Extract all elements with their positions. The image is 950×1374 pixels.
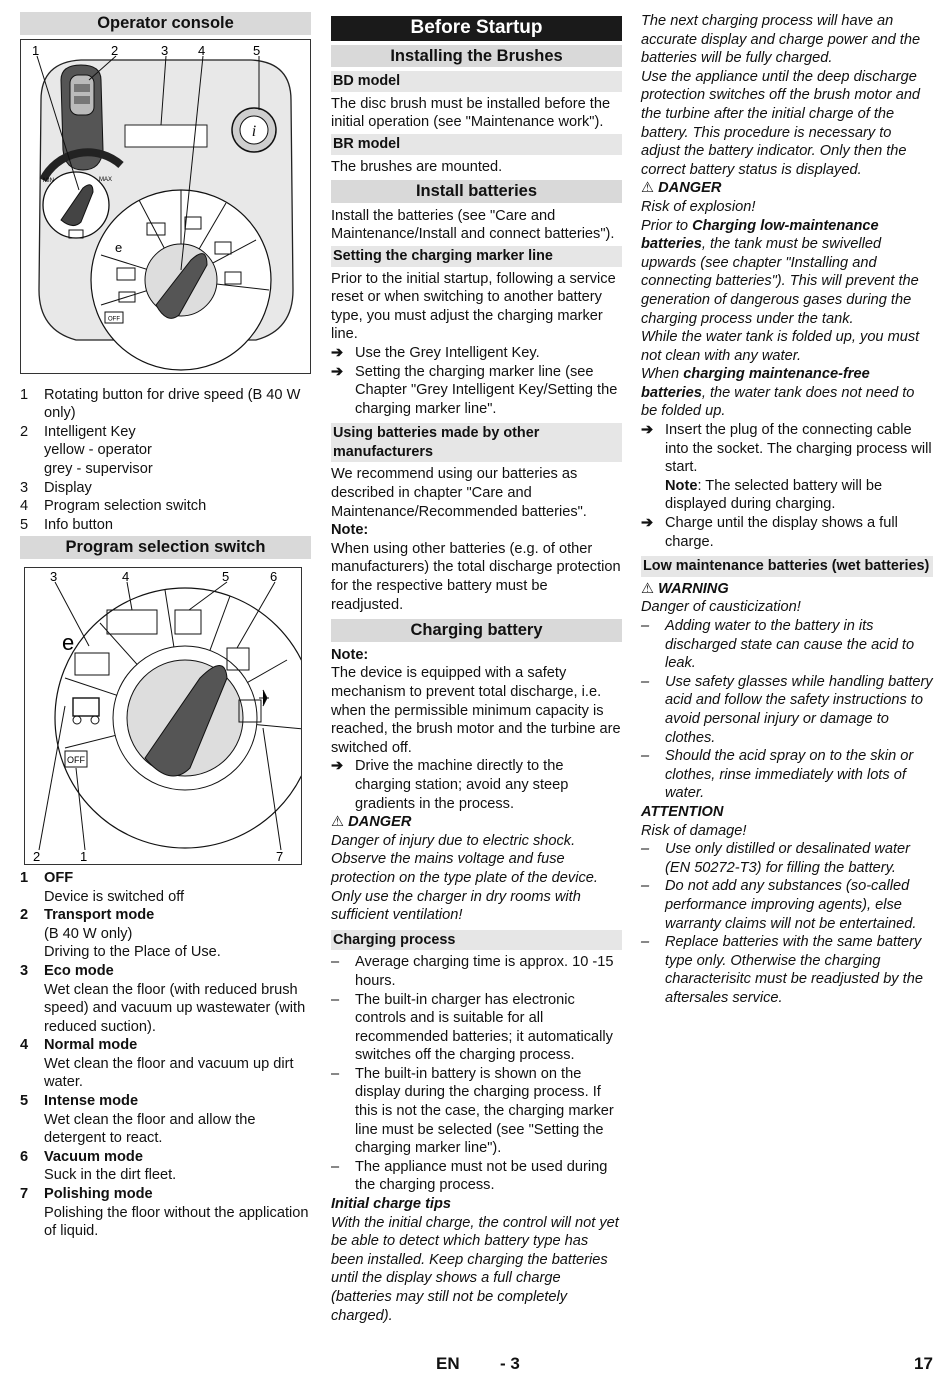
attention-line: Risk of damage! (641, 822, 747, 839)
mode-desc: Polishing the floor without the application of liquid. (44, 1204, 309, 1240)
program-selector-wheel (91, 190, 271, 370)
mode-desc: Driving to the Place of Use. (44, 944, 221, 961)
danger-paragraph-3: When charging maintenance-free batteries, the water tank does not need to be folded up. (641, 366, 915, 420)
legend-item: 4 Program selection switch (20, 498, 207, 515)
warning-item: – Use safety glasses while handling battery acid and follow the safety instructions to avoid personal injury or damage to clothes. (641, 673, 933, 746)
marker-line-heading: Setting the charging marker line (331, 246, 622, 267)
before-startup-heading: Before Startup (331, 16, 622, 41)
program-callout-7: 7 (276, 848, 284, 864)
max-label: MAX (99, 176, 113, 183)
install-batteries-heading: Install batteries (331, 180, 622, 203)
column-1 (20, 12, 311, 1241)
marker-line-text: Prior to the initial startup, following a service reset or when switching to another battery type, you must adjust the charging marker line. (331, 270, 616, 343)
legend-item: grey - supervisor (44, 460, 153, 477)
marker-step: ➔ Use the Grey Intelligent Key. (331, 344, 540, 361)
program-callout-2: 2 (33, 848, 41, 864)
mode-desc: Wet clean the floor (with reduced brush speed) and vacuum up wastewater (with reduced suction). (44, 981, 306, 1035)
console-callout-4: 4 (198, 42, 206, 58)
operator-console-figure (20, 39, 311, 374)
initial-charge-heading: Initial charge tips (331, 1196, 452, 1213)
legend-item: 5 Info button (20, 516, 113, 533)
danger-paragraph-1: Prior to Charging low-maintenance batteries, the tank must be swivelled upwards (see chapter "Installing and connecting batteries"). This will prevent the generation of dangerous gases during the charging process under the tank. (641, 217, 919, 327)
charging-step: ➔ Drive the machine directly to the charging station; avoid any steep gradients in the process. (331, 758, 569, 812)
bd-model-text: The disc brush must be installed before the initial operation (see "Maintenance work"). (331, 95, 611, 131)
other-note-text: When using other batteries (e.g. of other manufacturers) the total discharge protection for the respective battery must be readjusted. (331, 540, 621, 613)
warning-item: – Adding water to the battery in its discharged state can cause the acid to leak. (641, 618, 915, 672)
charge-step: ➔ Charge until the display shows a full charge. (641, 515, 898, 550)
danger-label: ⚠ DANGER (331, 814, 412, 831)
intro-text-2: Use the appliance until the deep discharge protection switches off the brush motor and the turbine after the initial charge of the battery. This procedure is necessary to adjust the battery indicator. Only then the correct battery status is displayed. (641, 68, 921, 178)
mode-list (20, 869, 311, 1241)
warning-triangle-icon: ⚠ (331, 814, 349, 831)
mode-item: 5 Intense mode (20, 1093, 139, 1110)
danger-paragraph-2: While the water tank is folded up, you must not clean with any water. (641, 329, 920, 364)
program-eco-label: e (62, 629, 75, 655)
mode-desc: Wet clean the floor and allow the detergent to react. (44, 1111, 256, 1147)
charging-battery-heading: Charging battery (331, 619, 622, 642)
initial-charge-text: With the initial charge, the control will not yet be able to detect which battery type has been installed. Keep charging the batteries until the display shows a full charge (batteries may still not be completely charged). (331, 1214, 619, 1324)
column-2 (331, 16, 622, 1325)
program-callout-6: 6 (270, 568, 278, 584)
danger-text-2: Only use the charger in dry rooms with sufficient ventilation! (331, 888, 581, 924)
mode-item: 6 Vacuum mode (20, 1148, 143, 1165)
program-off-label: OFF (67, 754, 85, 765)
mode-item: 4 Normal mode (20, 1037, 138, 1054)
eco-label: e (115, 239, 123, 255)
danger-label: ⚠ DANGER (641, 180, 722, 197)
arrow-right-icon: ➔ (641, 422, 654, 439)
br-model-heading: BR model (331, 134, 622, 155)
console-callout-5: 5 (253, 42, 261, 58)
attention-item: – Replace batteries with the same battery type only. Otherwise the charging characterisitc must be readjusted by the aftersales service. (641, 934, 923, 1006)
other-note-label: Note: (331, 522, 369, 539)
attention-item: – Use only distilled or desalinated water (EN 50272-T3) for filling the battery. (641, 841, 910, 876)
program-switch-figure (24, 567, 302, 865)
legend-item: 3 Display (20, 479, 92, 496)
process-item: – The built-in battery is shown on the display during the charging process. If this is not the case, the charging marker line must be selected (see "Setting the charging marker line"). (331, 1065, 614, 1157)
arrow-right-icon: ➔ (331, 344, 344, 361)
warning-triangle-icon: ⚠ (641, 580, 659, 597)
danger-text-1: Danger of injury due to electric shock. Observe the mains voltage and fuse protection on the type plate of the device. (331, 832, 598, 886)
arrow-right-icon: ➔ (331, 758, 344, 775)
warning-label: ⚠ WARNING (641, 580, 729, 597)
footer-page-number: 17 (914, 1354, 933, 1373)
legend-item: 1 Rotating button for drive speed (B 40 W only) (20, 386, 301, 422)
mode-desc: Suck in the dirt fleet. (44, 1167, 177, 1184)
brushes-heading: Installing the Brushes (331, 45, 622, 68)
legend-item: yellow - operator (44, 442, 152, 459)
warning-line: Danger of causticization! (641, 599, 801, 616)
arrow-right-icon: ➔ (331, 363, 344, 380)
arrow-right-icon: ➔ (641, 515, 654, 532)
charge-step: ➔ Insert the plug of the connecting cable into the socket. The charging process will start. Note: The selected battery will be displayed during charging. (641, 422, 932, 513)
mode-item: 1 OFF (20, 869, 74, 886)
console-callout-1: 1 (32, 42, 40, 58)
intro-text-1: The next charging process will have an accurate display and charge power and the batteries will be fully charged. (641, 13, 921, 67)
mode-desc: (B 40 W only) (44, 925, 133, 942)
mode-item: 7 Polishing mode (20, 1186, 153, 1203)
charging-note-text: The device is equipped with a safety mechanism to prevent total discharge, i.e. when the permissible minimum capacity is reached, the brush motor and the turbine are switched off. (331, 665, 621, 756)
install-batteries-text: Install the batteries (see "Care and Maintenance/Install and connect batteries"). (331, 207, 615, 243)
bd-model-heading: BD model (331, 71, 622, 92)
warning-item: – Should the acid spray on to the skin or clothes, rinse immediately with lots of water. (641, 748, 914, 802)
console-callout-3: 3 (161, 42, 169, 58)
wet-batteries-heading: Low maintenance batteries (wet batteries) (641, 556, 933, 577)
console-heading: Operator console (20, 12, 311, 35)
mode-item: 3 Eco mode (20, 962, 114, 979)
info-button-icon (232, 108, 276, 152)
charging-process-heading: Charging process (331, 930, 622, 951)
off-label: OFF (108, 316, 120, 323)
footer-section: - 3 (500, 1354, 520, 1373)
marker-step: ➔ Setting the charging marker line (see Chapter "Grey Intelligent Key/Setting the charging marker line". (331, 363, 618, 417)
mode-desc: Device is switched off (44, 888, 185, 905)
program-callout-3: 3 (50, 568, 58, 584)
legend-item: 2 Intelligent Key (20, 423, 136, 440)
svg-text:i: i (251, 122, 257, 140)
console-callout-2: 2 (111, 42, 119, 58)
danger-line: Risk of explosion! (641, 198, 756, 215)
program-switch-illustration (25, 568, 301, 864)
charging-note-label: Note: (331, 646, 369, 663)
operator-console-illustration (21, 40, 310, 373)
column-3 (641, 12, 933, 1007)
min-label: MIN (43, 177, 54, 184)
program-callout-4: 4 (122, 568, 130, 584)
mode-item: 2 Transport mode (20, 907, 155, 924)
program-callout-1: 1 (80, 848, 88, 864)
footer-language: EN (436, 1354, 460, 1373)
process-item: – The built-in charger has electronic controls and is suitable for all recommended batteries; it automatically switches off the charging process. (331, 991, 613, 1064)
process-item: – Average charging time is approx. 10 -15 hours. (331, 954, 614, 989)
mode-desc: Wet clean the floor and vacuum up dirt water. (44, 1055, 294, 1091)
attention-item: – Do not add any substances (so-called performance improving agents), else warranty claims will not be entertained. (641, 878, 917, 932)
process-item: – The appliance must not be used during the charging process. (331, 1158, 608, 1194)
console-legend (20, 386, 311, 535)
other-batteries-text: We recommend using our batteries as described in chapter "Care and Maintenance/Recommended batteries". (331, 466, 587, 520)
program-callout-5: 5 (222, 568, 230, 584)
attention-label: ATTENTION (641, 803, 724, 820)
warning-triangle-icon: ⚠ (641, 180, 659, 197)
other-batteries-heading: Using batteries made by other manufacturers (331, 423, 622, 462)
br-model-text: The brushes are mounted. (331, 158, 503, 175)
program-heading: Program selection switch (20, 536, 311, 559)
